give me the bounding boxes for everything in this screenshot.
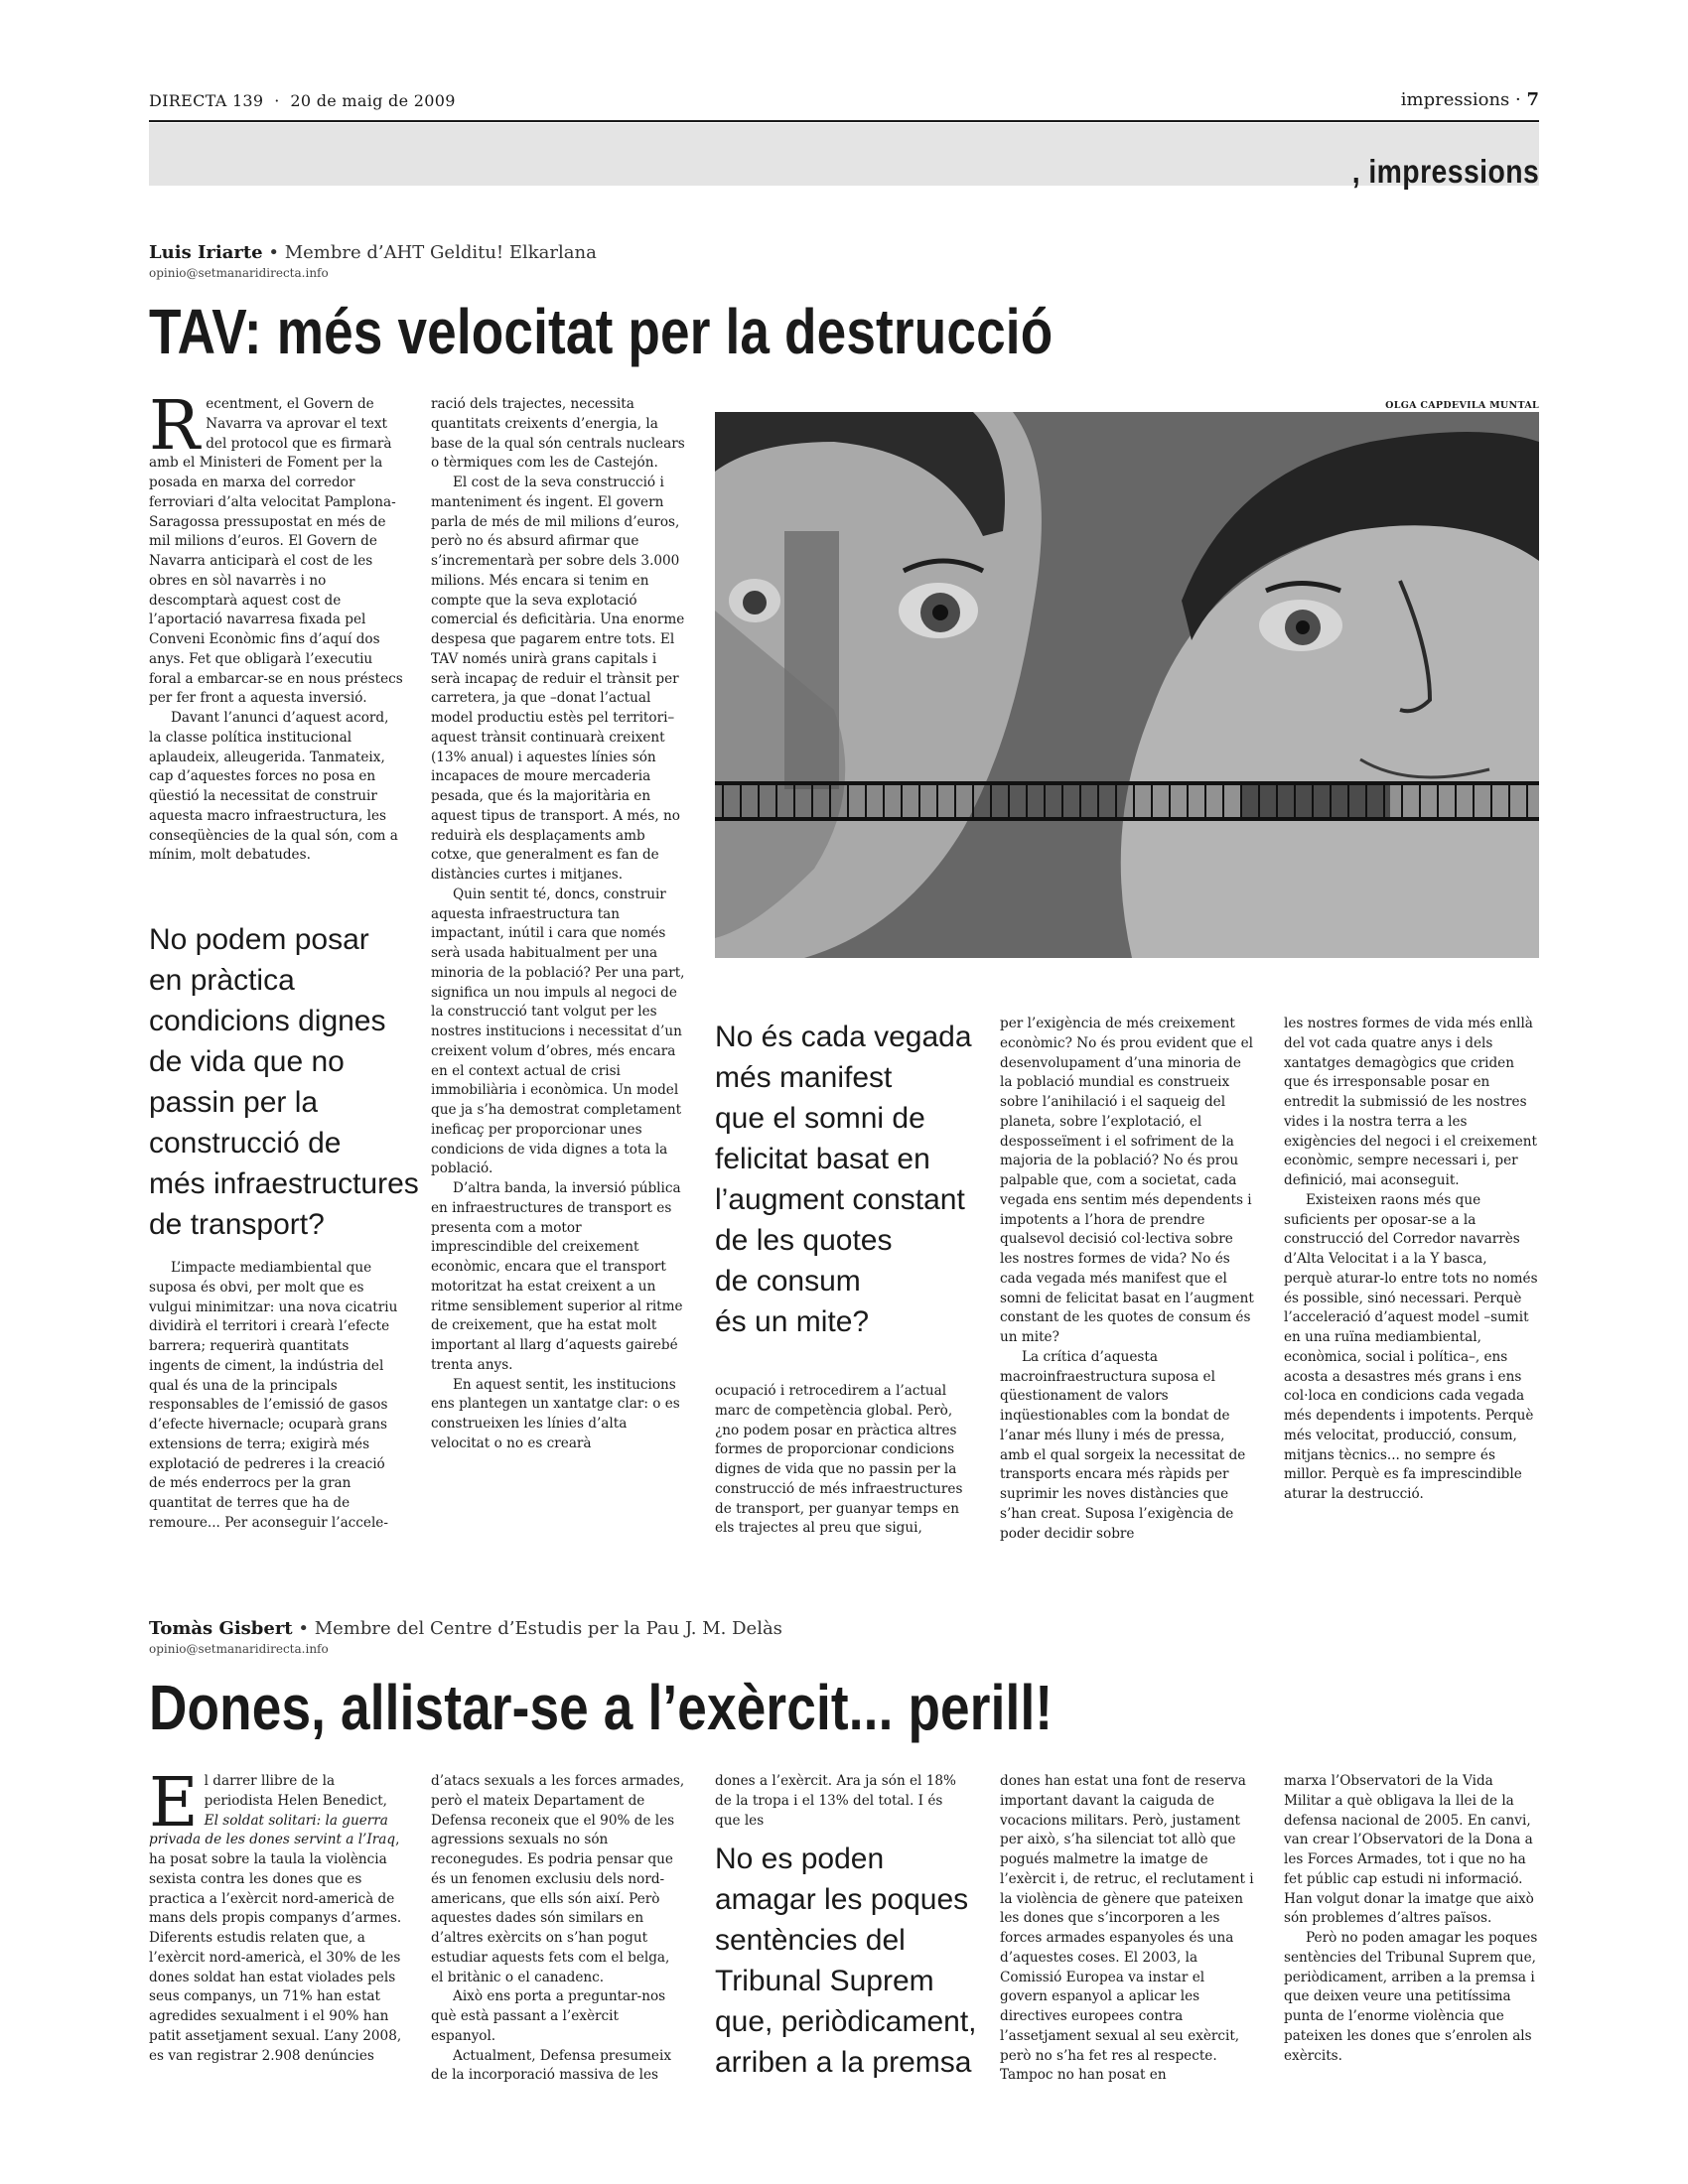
page-header-left xyxy=(149,91,456,110)
book-title: El soldat solitari: la guerra privada de les dones servint a l’Iraq xyxy=(149,1812,396,1848)
article2-column-5 xyxy=(1284,1772,1538,2066)
article2-author: Tomàs Gisbert xyxy=(149,1618,293,1639)
article1-column-1b xyxy=(149,1259,403,1534)
article2-email: opinio@setmanaridirecta.info xyxy=(149,1642,329,1656)
article1-author: Luis Iriarte xyxy=(149,242,263,263)
article2-author-role: • Membre del Centre d’Estudis per la Pau J. M. Delàs xyxy=(298,1618,782,1639)
article1-email: opinio@setmanaridirecta.info xyxy=(149,266,329,280)
article1-col1-paragraph: L’impacte mediambiental que suposa és obvi, per molt que es vulgui minimitzar: una nova cicatriu dividirà el territori i crearà l’efecte barrera; requerirà quantitats ingents de ciment, la indústria del qual és una de la principals responsables de l’emissió de gasos d’efecte hivernacle; ocuparà grans extensions de terra; exigirà més explotació de pedreres i la creació de més enderrocs per la gran quantitat de terres que ha de remoure... Per aconseguir l’accele- xyxy=(149,1260,398,1531)
article1-col2-paragraph: En aquest sentit, les institucions ens plantegen un xantatge clar: o es construeixen les línies d’alta velocitat o no es crearà xyxy=(431,1376,680,1451)
article1-col1-paragraph: Davant l’anunci d’aquest acord, la classe política institucional aplaudeix, alleugerida. Tanmateix, cap d’aquestes forces no posa en qüestió la necessitat de construir aquesta macro infraestructura, les conseqüències de la qual són, com a mínim, molt debatudes. xyxy=(149,710,398,864)
page-number: 7 xyxy=(1526,89,1539,110)
article1-col2-paragraph: D’altra banda, la inversió pública en infraestructures de transport es presenta com a motor imprescindible del creixement econòmic, encara que el transport motoritzat ha estat creixent a un ritme sensiblement superior al ritme de creixement, que ha estat molt important al llarg d’aquests gairebé trenta anys. xyxy=(431,1180,683,1373)
photo-credit: OLGA CAPDEVILA MUNTAL xyxy=(1385,400,1539,411)
article2-col2-paragraph: Actualment, Defensa presumeix de la incorporació massiva de les xyxy=(431,2047,671,2084)
header-separator: · xyxy=(274,91,280,110)
article2-dropcap: E xyxy=(149,1764,199,1843)
article1-dropcap: R xyxy=(149,387,201,466)
section-band xyxy=(149,123,1539,186)
article2-column-1: El darrer llibre de la periodista Helen Benedict, El soldat solitari: la guerra privada de les dones servint a l’Iraq, ha posat sobre la taula la violència sexista contra les dones que es practica a l’exèrcit nord-americà de mans dels propis companys d’armes. Diferents estudis relaten que, a l’exèrcit nord-americà, el 30% de les dones soldat han estat violades pels seus companys, un 71% han estat agredides sexualment i el 90% han patit assetjament sexual. L’any 2008, es van registrar 2.908 denúncies xyxy=(149,1764,402,2064)
article1-col5-paragraph: les nostres formes de vida més enllà del vot cada quatre anys i dels xantatges demagògics que criden que és irresponsable posar en entredit la submissió de les nostres vides i la nostra terra a les exigències del negoci i el creixement econòmic, sempre necessari i, per definició, mai aconseguit. xyxy=(1284,1016,1537,1188)
article2-col5-paragraph: Però no poden amagar les poques sentències del Tribunal Suprem que, periòdicament, arriben a la premsa i que deixen veure una petitíssima punta de l’enorme violència que pateixen les dones que s’enrolen als exèrcits. xyxy=(1284,1930,1538,2064)
article2-title: Dones, allistar-se a l’exèrcit... perill! xyxy=(149,1672,1054,1743)
section-label: , impressions xyxy=(1351,153,1539,190)
article1-pullquote-2: No és cada vegada més manifest que el somni de felicitat basat en l’augment constant de les quotes de consum és un mite? xyxy=(715,1021,972,1338)
article2-col2-paragraph: Això ens porta a preguntar-nos què està passant a l’exèrcit espanyol. xyxy=(431,1988,666,2044)
article1-col2-paragraph: ració dels trajectes, necessita quantitats creixents d’energia, la base de la qual són centrals nuclears o tèrmiques com les de Castejón. xyxy=(431,396,685,472)
article1-column-2 xyxy=(431,395,685,1454)
article2-byline xyxy=(149,1618,782,1639)
article1-column-4 xyxy=(1000,1015,1254,1544)
article2-col5-paragraph: marxa l’Observatori de la Vida Militar a què obligava la llei de la defensa nacional de 2005. En canvi, van crear l’Observatori de la Dona a les Forces Armades, tot i que no ha fet públic cap estudi ni informació. Han volgut donar la imatge que això són problemes d’altres països. xyxy=(1284,1773,1534,1927)
article1-column-1 xyxy=(149,387,403,866)
article2-col4-paragraph: dones han estat una font de reserva important davant la caiguda de vocacions militars. Però, justament per això, s’ha silenciat tot allò que pogués malmetre la imatge de l’exèrcit i, de retruc, el reclutament i la violència de gènere que pateixen les dones que s’incorporen a les forces armades espanyoles és una d’aquestes coses. El 2003, la Comissió Europea va instar el govern espanyol a aplicar les directives europees contra l’assetjament sexual al seu exèrcit, però no s’ha fet res al respecte. Tampoc no han posat en xyxy=(1000,1773,1254,2084)
article1-byline xyxy=(149,242,597,263)
publication-name: DIRECTA 139 xyxy=(149,91,264,110)
article1-column-5 xyxy=(1284,1015,1538,1505)
article1-col5-paragraph: Existeixen raons més que suficients per oposar-se a la construcció del Corredor navarrès d’Alta Velocitat i a la Y basca, perquè aturar-lo entre tots no només és possible, sinó necessari. Perquè l’acceleració d’aquest model –sumit en una ruïna mediambiental, econòmica, social i política–, ens acosta a desastres més grans i ens col·loca en condicions cada vegada més dependents i impotents. Perquè més velocitat, producció, consum, mitjans tècnics... no sempre és millor. Perquè es fa imprescindible aturar la destrucció. xyxy=(1284,1191,1538,1502)
article1-col2-paragraph: Quin sentit té, doncs, construir aquesta infraestructura tan impactant, inútil i cara que només serà usada habitualment per una minoria de la població? Per una part, significa un nou impuls al negoci de la construcció tant volgut per les nostres institucions i necessitat d’un creixent volum d’obres, més encara en el context actual de crisi immobiliària i econòmica. Un model que ja s’ha demostrat completament ineficaç per proporcionar unes condicions de vida dignes a tota la població. xyxy=(431,886,685,1177)
article2-column-2 xyxy=(431,1772,685,2086)
article2-col2-paragraph: d’atacs sexuals a les forces armades, però el mateix Departament de Defensa reconeix que el 90% de les agressions sexuals no són reconegudes. Es podria pensar que és un fenomen exclusiu dels nord-americans, que ells són així. Però aquestes dades són similars en d’altres exèrcits on s’han pogut estudiar aquests fets com el belga, el britànic o el canadenc. xyxy=(431,1773,685,1985)
page-header-right xyxy=(1401,89,1539,110)
article1-pullquote-1: No podem posar en pràctica condicions dignes de vida que no passin per la construcció de més infraestructures de transport? xyxy=(149,923,419,1241)
article1-author-role: • Membre d’AHT Gelditu! Elkarlana xyxy=(268,242,597,263)
illustration-two-faces xyxy=(715,412,1539,958)
article1-col3-paragraph: ocupació i retrocedirem a l’actual marc de competència global. Però, ¿no podem posar en pràctica altres formes de proporcionar condicions dignes de vida que no passin per la construcció de més infraestructures de transport, per guanyar temps en els trajectes al preu que sigui, xyxy=(715,1383,963,1537)
article2-pullquote: No es poden amagar les poques sentències del Tribunal Suprem que, periòdicament, arriben a la premsa xyxy=(715,1843,977,2079)
header-section-name: impressions · xyxy=(1400,89,1521,110)
article2-column-4 xyxy=(1000,1772,1254,2086)
article1-col2-paragraph: El cost de la seva construcció i manteniment és ingent. El govern parla de més de mil milions d’euros, però no és absurd afirmar que s’incrementarà per sobre dels 3.000 milions. Més encara si tenim en compte que la seva explotació comercial és deficitària. Una enorme despesa que pagarem entre tots. El TAV només unirà grans capitals i serà incapaç de reduir el trànsit per carretera, ja que –donat l’actual model productiu estès pel territori– aquest trànsit continuarà creixent (13% anual) i aquestes línies són incapaces de moure mercaderia pesada, que és la majoritària en aquest tipus de transport. A més, no reduirà els desplaçaments amb cotxe, que generalment es fan de distàncies curtes i mitjanes. xyxy=(431,475,685,883)
article1-title: TAV: més velocitat per la destrucció xyxy=(149,296,1054,367)
header-rule xyxy=(149,120,1539,122)
article2-column-3 xyxy=(715,1772,969,1831)
article1-column-3 xyxy=(715,1382,969,1539)
issue-date: 20 de maig de 2009 xyxy=(290,91,456,110)
article1-col4-paragraph: per l’exigència de més creixement econòmic? No és prou evident que el desenvolupament d’una minoria de la població mundial es construeix sobre l’anihilació i el saqueig del planeta, sobre l’explotació, el desposseïment i el sofriment de la majoria de la població? No és prou palpable que, com a societat, cada vegada ens sentim més dependents i impotents a l’hora de prendre qualsevol decisió col·lectiva sobre les nostres formes de vida? No és cada vegada més manifest que el somni de felicitat basat en l’augment constant de les quotes de consum és un mite? xyxy=(1000,1016,1254,1345)
article1-col1-lead: ecentment, el Govern de Navarra va aprovar el text del protocol que es firmarà amb el Ministeri de Foment per la posada en marxa del corredor ferroviari d’alta velocitat Pamplona-Saragossa pressupostat en més de mil milions d’euros. El Govern de Navarra anticiparà el cost de les obres en sòl navarrès i no descomptarà aquest cost de l’aportació navarresa fixada pel Conveni Econòmic fins d’aquí dos anys. Fet que obligarà l’executiu foral a embarcar-se en nous préstecs per fer front a aquesta inversió. xyxy=(149,396,403,707)
article1-col4-paragraph: La crítica d’aquesta macroinfraestructura suposa el qüestionament de valors inqüestionables com la bondat de l’anar més lluny i més de pressa, amb el qual sorgeix la necessitat de transports encara més ràpids per suprimir les noves distàncies que s’han creat. Suposa l’exigència de poder decidir sobre xyxy=(1000,1348,1246,1542)
article2-col3-paragraph: dones a l’exèrcit. Ara ja són el 18% de la tropa i el 13% del total. I és que les xyxy=(715,1773,956,1829)
